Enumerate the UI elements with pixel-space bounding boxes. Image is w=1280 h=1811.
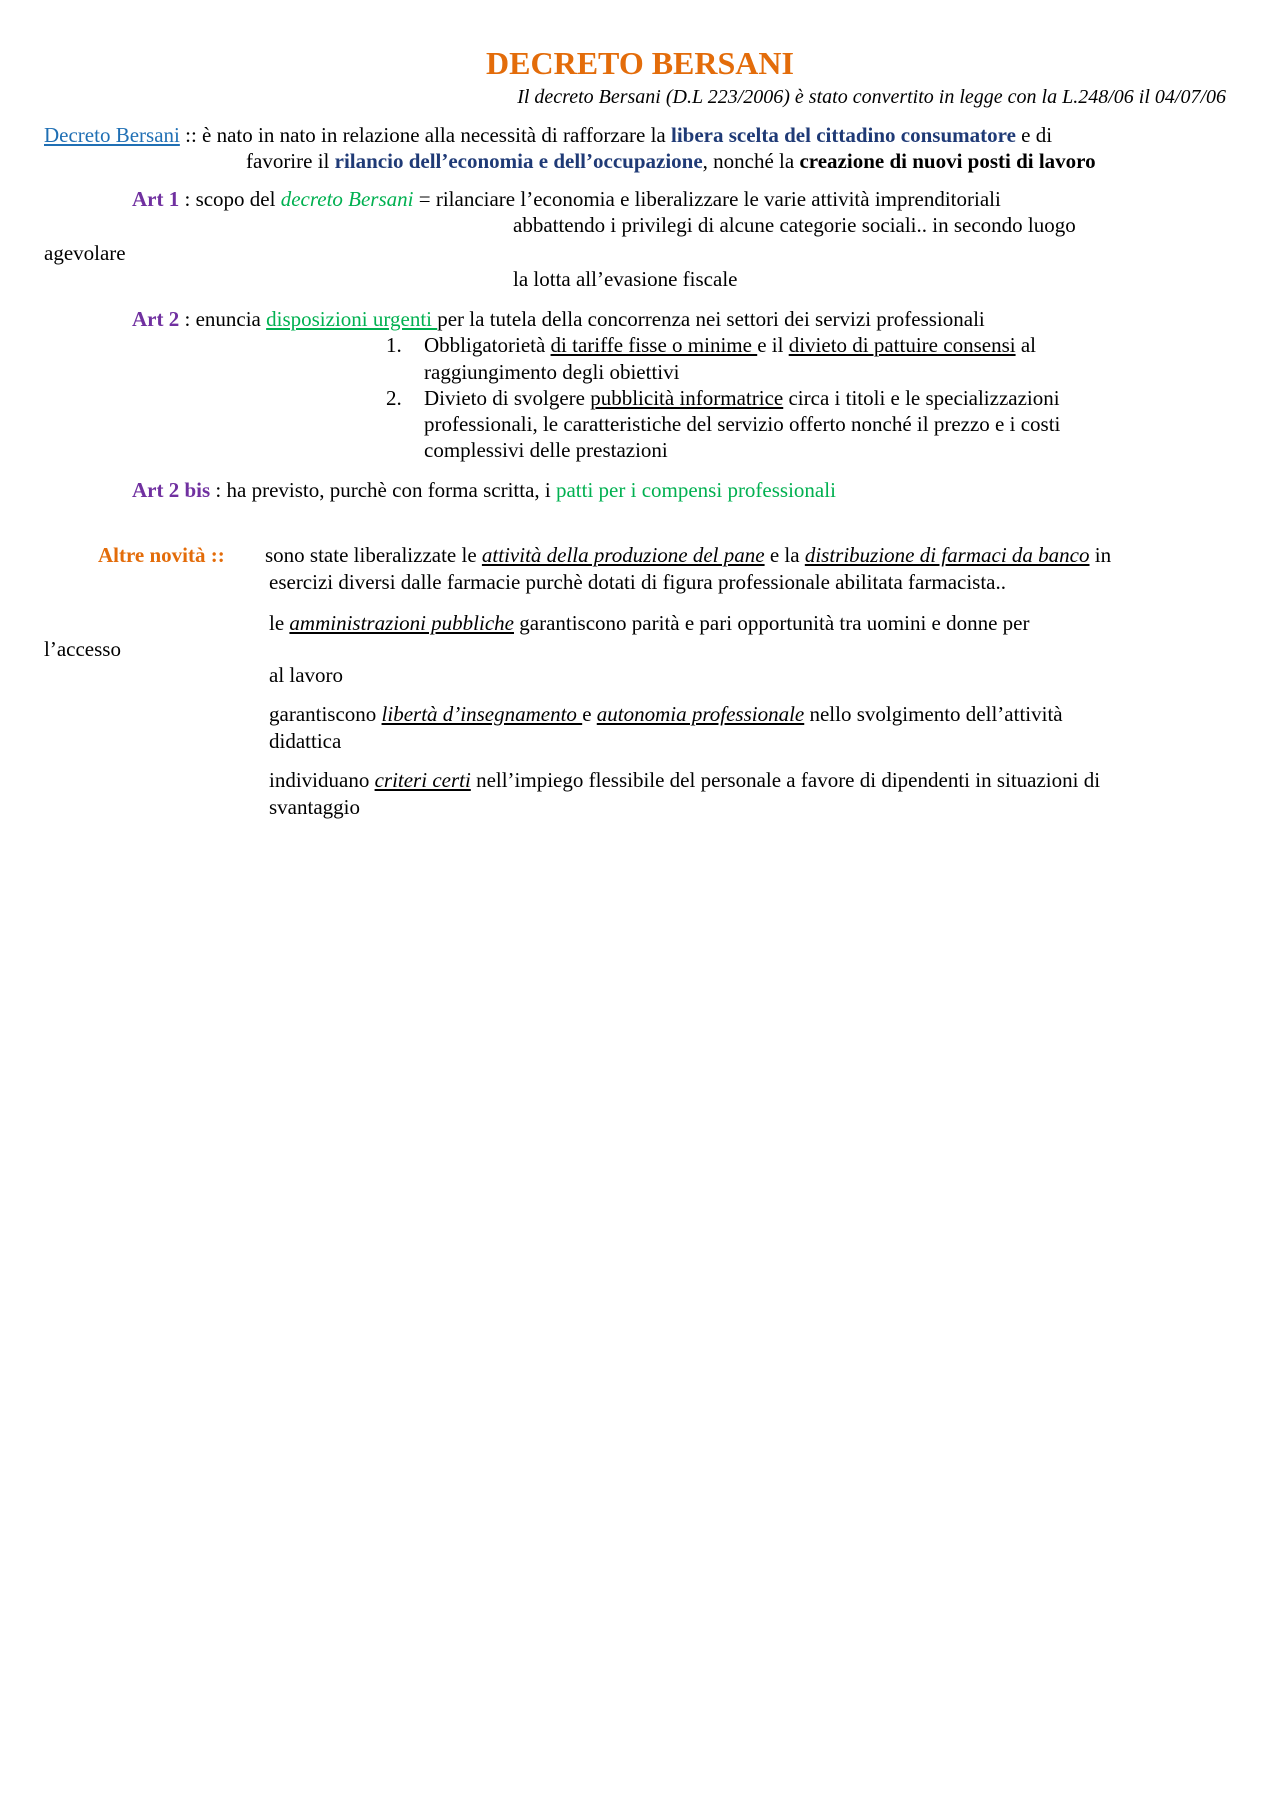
art1-line-4: la lotta all’evasione fiscale	[513, 267, 738, 291]
intro-line-2	[246, 148, 1096, 174]
art2bis-green: patti per i compensi professionali	[555, 478, 836, 502]
art2-line-1	[132, 306, 985, 332]
altre-p1-text-2: e la	[764, 543, 805, 567]
altre-p3-iu2: autonomia professionale	[596, 702, 805, 726]
art2-item2-line-1	[424, 385, 1060, 411]
art2-text-1: : enuncia	[179, 307, 267, 331]
altre-p3-line-2: didattica	[269, 729, 342, 753]
art2bis-label: Art 2 bis	[132, 478, 211, 502]
intro-bold-2: rilancio dell’economia e dell’occupazione	[334, 149, 703, 173]
altre-p4-line-2: svantaggio	[269, 795, 360, 819]
altre-p4-text-2: nell’impiego flessibile del personale a favore di dipendenti in situazioni di	[470, 768, 1101, 792]
altre-p3-text-3: nello svolgimento dell’attività	[804, 702, 1063, 726]
art1-text-1: : scopo del	[179, 187, 281, 211]
altre-p4-text-1: individuano	[269, 768, 375, 792]
altre-p3-text-1: garantiscono	[269, 702, 382, 726]
art1-label: Art 1	[132, 187, 180, 211]
art2-item1-text-2: e il	[757, 333, 789, 357]
art2-item2-line-2: professionali, le caratteristiche del servizio offerto nonché il prezzo e i costi	[424, 412, 1061, 436]
page-title: DECRETO BERSANI	[486, 45, 794, 81]
art2-text-2: per la tutela della concorrenza nei settori dei servizi professionali	[437, 307, 985, 331]
art1-line-2: abbattendo i privilegi di alcune categorie sociali.. in secondo luogo	[513, 213, 1076, 237]
intro-line-1	[44, 122, 1052, 148]
art2-item1-u2: divieto di pattuire consensi	[788, 333, 1016, 357]
intro-bold-3: creazione di nuovi posti di lavoro	[799, 149, 1096, 173]
art1-line-1	[132, 186, 1001, 212]
altre-label: Altre novità ::	[98, 543, 225, 567]
page-subtitle: Il decreto Bersani (D.L 223/2006) è stato convertito in legge con la L.248/06 il 04/07/06	[517, 86, 1226, 108]
art2-item2-line-3: complessivi delle prestazioni	[424, 438, 668, 462]
art2-item2-number: 2.	[386, 386, 402, 410]
altre-p2-iu1: amministrazioni pubbliche	[289, 611, 514, 635]
art2-item1-line-2: raggiungimento degli obiettivi	[424, 360, 680, 384]
art2-item2-u1: pubblicità informatrice	[590, 386, 784, 410]
altre-p2-line-2: l’accesso	[44, 637, 121, 661]
art2-item2-text-1: Divieto di svolgere	[424, 386, 591, 410]
art2bis-line	[132, 477, 836, 503]
altre-p1-line-1	[265, 542, 1111, 568]
art1-line-3: agevolare	[44, 241, 126, 265]
art1-green: decreto Bersani	[280, 187, 414, 211]
altre-p3-iu1: libertà d’insegnamento	[381, 702, 583, 726]
altre-p1-line-2: esercizi diversi dalle farmacie purchè dotati di figura professionale abilitata farmacista..	[269, 570, 1006, 594]
intro-text-4: , nonché la	[702, 149, 800, 173]
art2-item1-text-3: al	[1015, 333, 1036, 357]
art2-item2-text-2: circa i titoli e le specializzazioni	[783, 386, 1060, 410]
altre-p1-iu2: distribuzione di farmaci da banco	[804, 543, 1090, 567]
intro-text-2: e di	[1015, 123, 1053, 147]
art2-item1-u1: di tariffe fisse o minime	[550, 333, 758, 357]
altre-p3-text-2: e	[582, 702, 597, 726]
altre-p1-text-1: sono state liberalizzate le	[265, 543, 482, 567]
art2-item1-number: 1.	[386, 333, 402, 357]
intro-text-3: favorire il	[246, 149, 335, 173]
altre-p2-line-1	[269, 610, 1030, 636]
art2-item1-line-1	[424, 332, 1036, 358]
altre-p2-text-2: garantiscono parità e pari opportunità tra uomini e donne per	[514, 611, 1030, 635]
altre-p3-line-1	[269, 701, 1063, 727]
intro-bold-1: libera scelta del cittadino consumatore	[671, 123, 1016, 147]
decreto-bersani-link[interactable]: Decreto Bersani	[44, 123, 180, 147]
art1-text-2: = rilanciare l’economia e liberalizzare le varie attività imprenditoriali	[413, 187, 1001, 211]
altre-p4-line-1	[269, 767, 1100, 793]
altre-p2-text-1: le	[269, 611, 290, 635]
altre-p1-text-3: in	[1089, 543, 1112, 567]
art2bis-text-1: : ha previsto, purchè con forma scritta, i	[210, 478, 556, 502]
altre-p1-iu1: attività della produzione del pane	[481, 543, 765, 567]
altre-p4-iu1: criteri certi	[374, 768, 471, 792]
art2-label: Art 2	[132, 307, 180, 331]
art2-green: disposizioni urgenti	[266, 307, 438, 331]
art2-item1-text-1: Obbligatorietà	[424, 333, 551, 357]
intro-text-1: :: è nato in nato in relazione alla necessità di rafforzare la	[179, 123, 671, 147]
altre-p2-line-3: al lavoro	[269, 663, 344, 687]
